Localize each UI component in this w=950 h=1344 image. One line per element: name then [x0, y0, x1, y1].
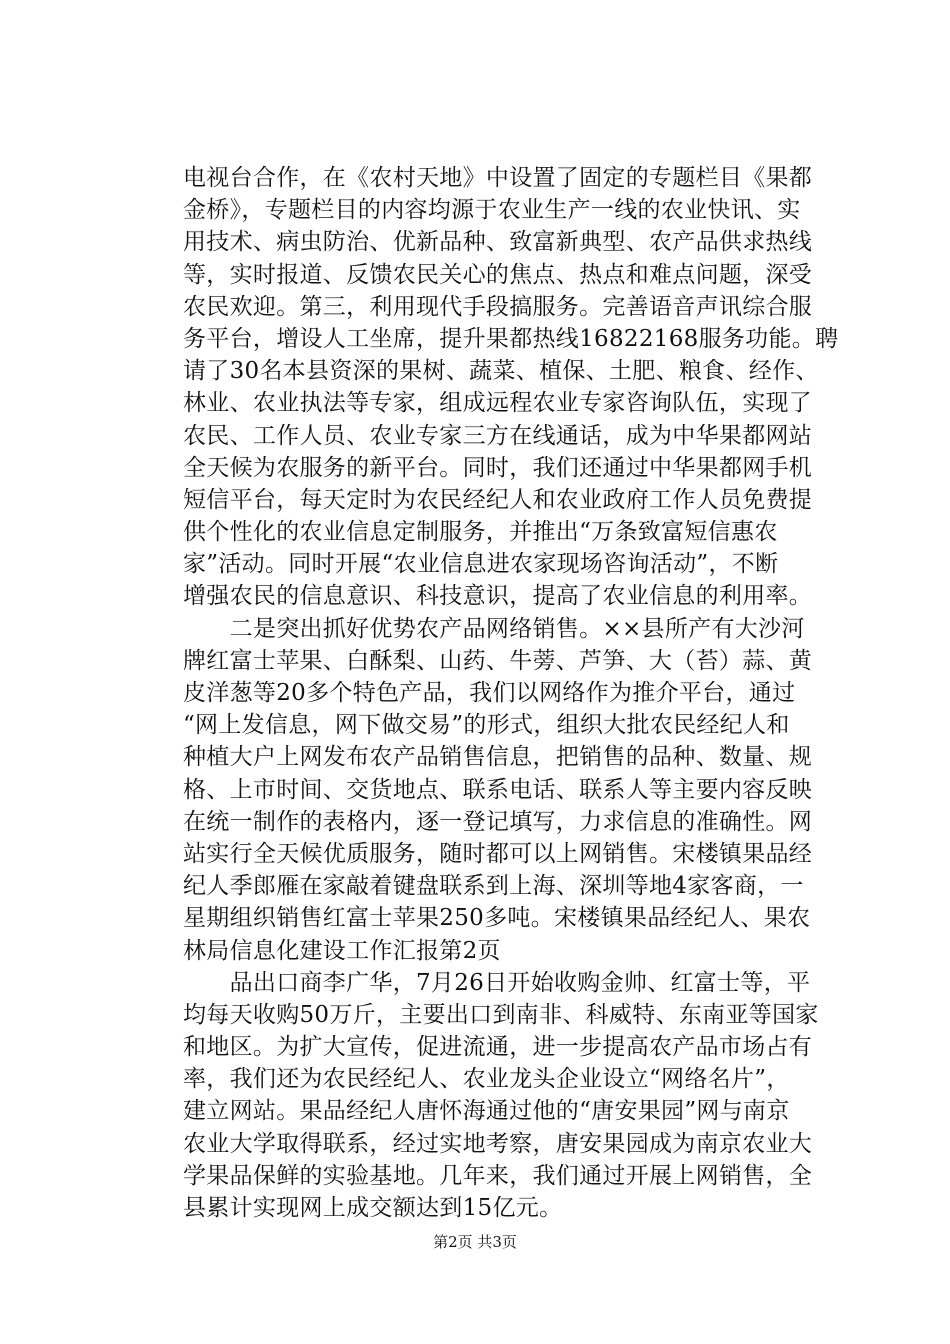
text-line: 农业大学取得联系，经过实地考察，唐安果园成为南京农业大	[183, 1130, 813, 1157]
text-line: 纪人季郎雁在家敲着键盘联系到上海、深圳等地4家客商，一	[183, 873, 804, 900]
text-line: 务平台，增设人工坐席，提升果都热线16822168服务功能。聘	[183, 325, 839, 352]
text-line: 皮洋葱等20多个特色产品，我们以网络作为推介平台，通过	[183, 680, 796, 706]
text-line: 建立网站。果品经纪人唐怀海通过他的“唐安果园”网与南京	[183, 1098, 790, 1125]
text-line: 农民欢迎。第三，利用现代手段搞服务。完善语音声讯综合服	[183, 293, 813, 320]
text-line: 用技术、病虫防治、优新品种、致富新典型、农产品供求热线	[183, 229, 813, 256]
body-text	[183, 162, 839, 1224]
text-line: 星期组织销售红富士苹果250多吨。宋楼镇果品经纪人、果农	[183, 905, 811, 932]
text-line: 电视台合作，在《农村天地》中设置了固定的专题栏目《果都	[183, 165, 813, 191]
text-line: 在统一制作的表格内，逐一登记填写，力求信息的准确性。网	[183, 808, 813, 835]
text-line: “网上发信息，网下做交易”的形式，组织大批农民经纪人和	[183, 712, 790, 739]
text-line: 请了30名本县资深的果树、蔬菜、植保、土肥、粮食、经作、	[183, 358, 819, 385]
text-line: 农民、工作人员、农业专家三方在线通话，成为中华果都网站	[183, 422, 813, 449]
text-line: 增强农民的信息意识、科技意识，提高了农业信息的利用率。	[183, 583, 813, 610]
text-line: 供个性化的农业信息定制服务，并推出“万条致富短信惠农	[183, 519, 778, 546]
text-line: 率，我们还为农民经纪人、农业龙头企业设立“网络名片”，	[183, 1066, 790, 1093]
paragraph-start-line: 二是突出抓好优势农产品网络销售。××县所产有大沙河	[183, 615, 805, 642]
text-line: 站实行全天候优质服务，随时都可以上网销售。宋楼镇果品经	[183, 840, 813, 867]
text-line: 种植大户上网发布农产品销售信息，把销售的品种、数量、规	[183, 744, 813, 771]
text-line: 牌红富士苹果、白酥梨、山药、牛蒡、芦笋、大（苔）蒜、黄	[183, 647, 813, 674]
text-line: 等，实时报道、反馈农民关心的焦点、热点和难点问题，深受	[183, 261, 813, 288]
text-line: 家”活动。同时开展“农业信息进农家现场咨询活动”，不断	[183, 551, 779, 578]
paragraph-start-line: 品出口商李广华，7月26日开始收购金帅、红富士等，平	[183, 969, 811, 996]
text-line: 全天候为农服务的新平台。同时，我们还通过中华果都网手机	[183, 454, 813, 481]
page-footer	[0, 1232, 950, 1252]
text-line: 林局信息化建设工作汇报第2页	[183, 937, 501, 964]
text-line: 林业、农业执法等专家，组成远程农业专家咨询队伍，实现了	[183, 390, 813, 417]
text-line: 均每天收购50万斤，主要出口到南非、科威特、东南亚等国家	[183, 1001, 819, 1028]
page-number: 第2页 共3页	[433, 1233, 517, 1251]
text-line: 县累计实现网上成交额达到15亿元。	[183, 1195, 563, 1221]
text-line: 格、上市时间、交货地点、联系电话、联系人等主要内容反映	[183, 776, 813, 803]
text-line: 金桥》，专题栏目的内容均源于农业生产一线的农业快讯、实	[183, 197, 801, 224]
text-line: 学果品保鲜的实验基地。几年来，我们通过开展上网销售，全	[183, 1162, 813, 1189]
text-line: 短信平台，每天定时为农民经纪人和农业政府工作人员免费提	[183, 486, 813, 513]
text-line: 和地区。为扩大宣传，促进流通，进一步提高农产品市场占有	[183, 1034, 813, 1061]
